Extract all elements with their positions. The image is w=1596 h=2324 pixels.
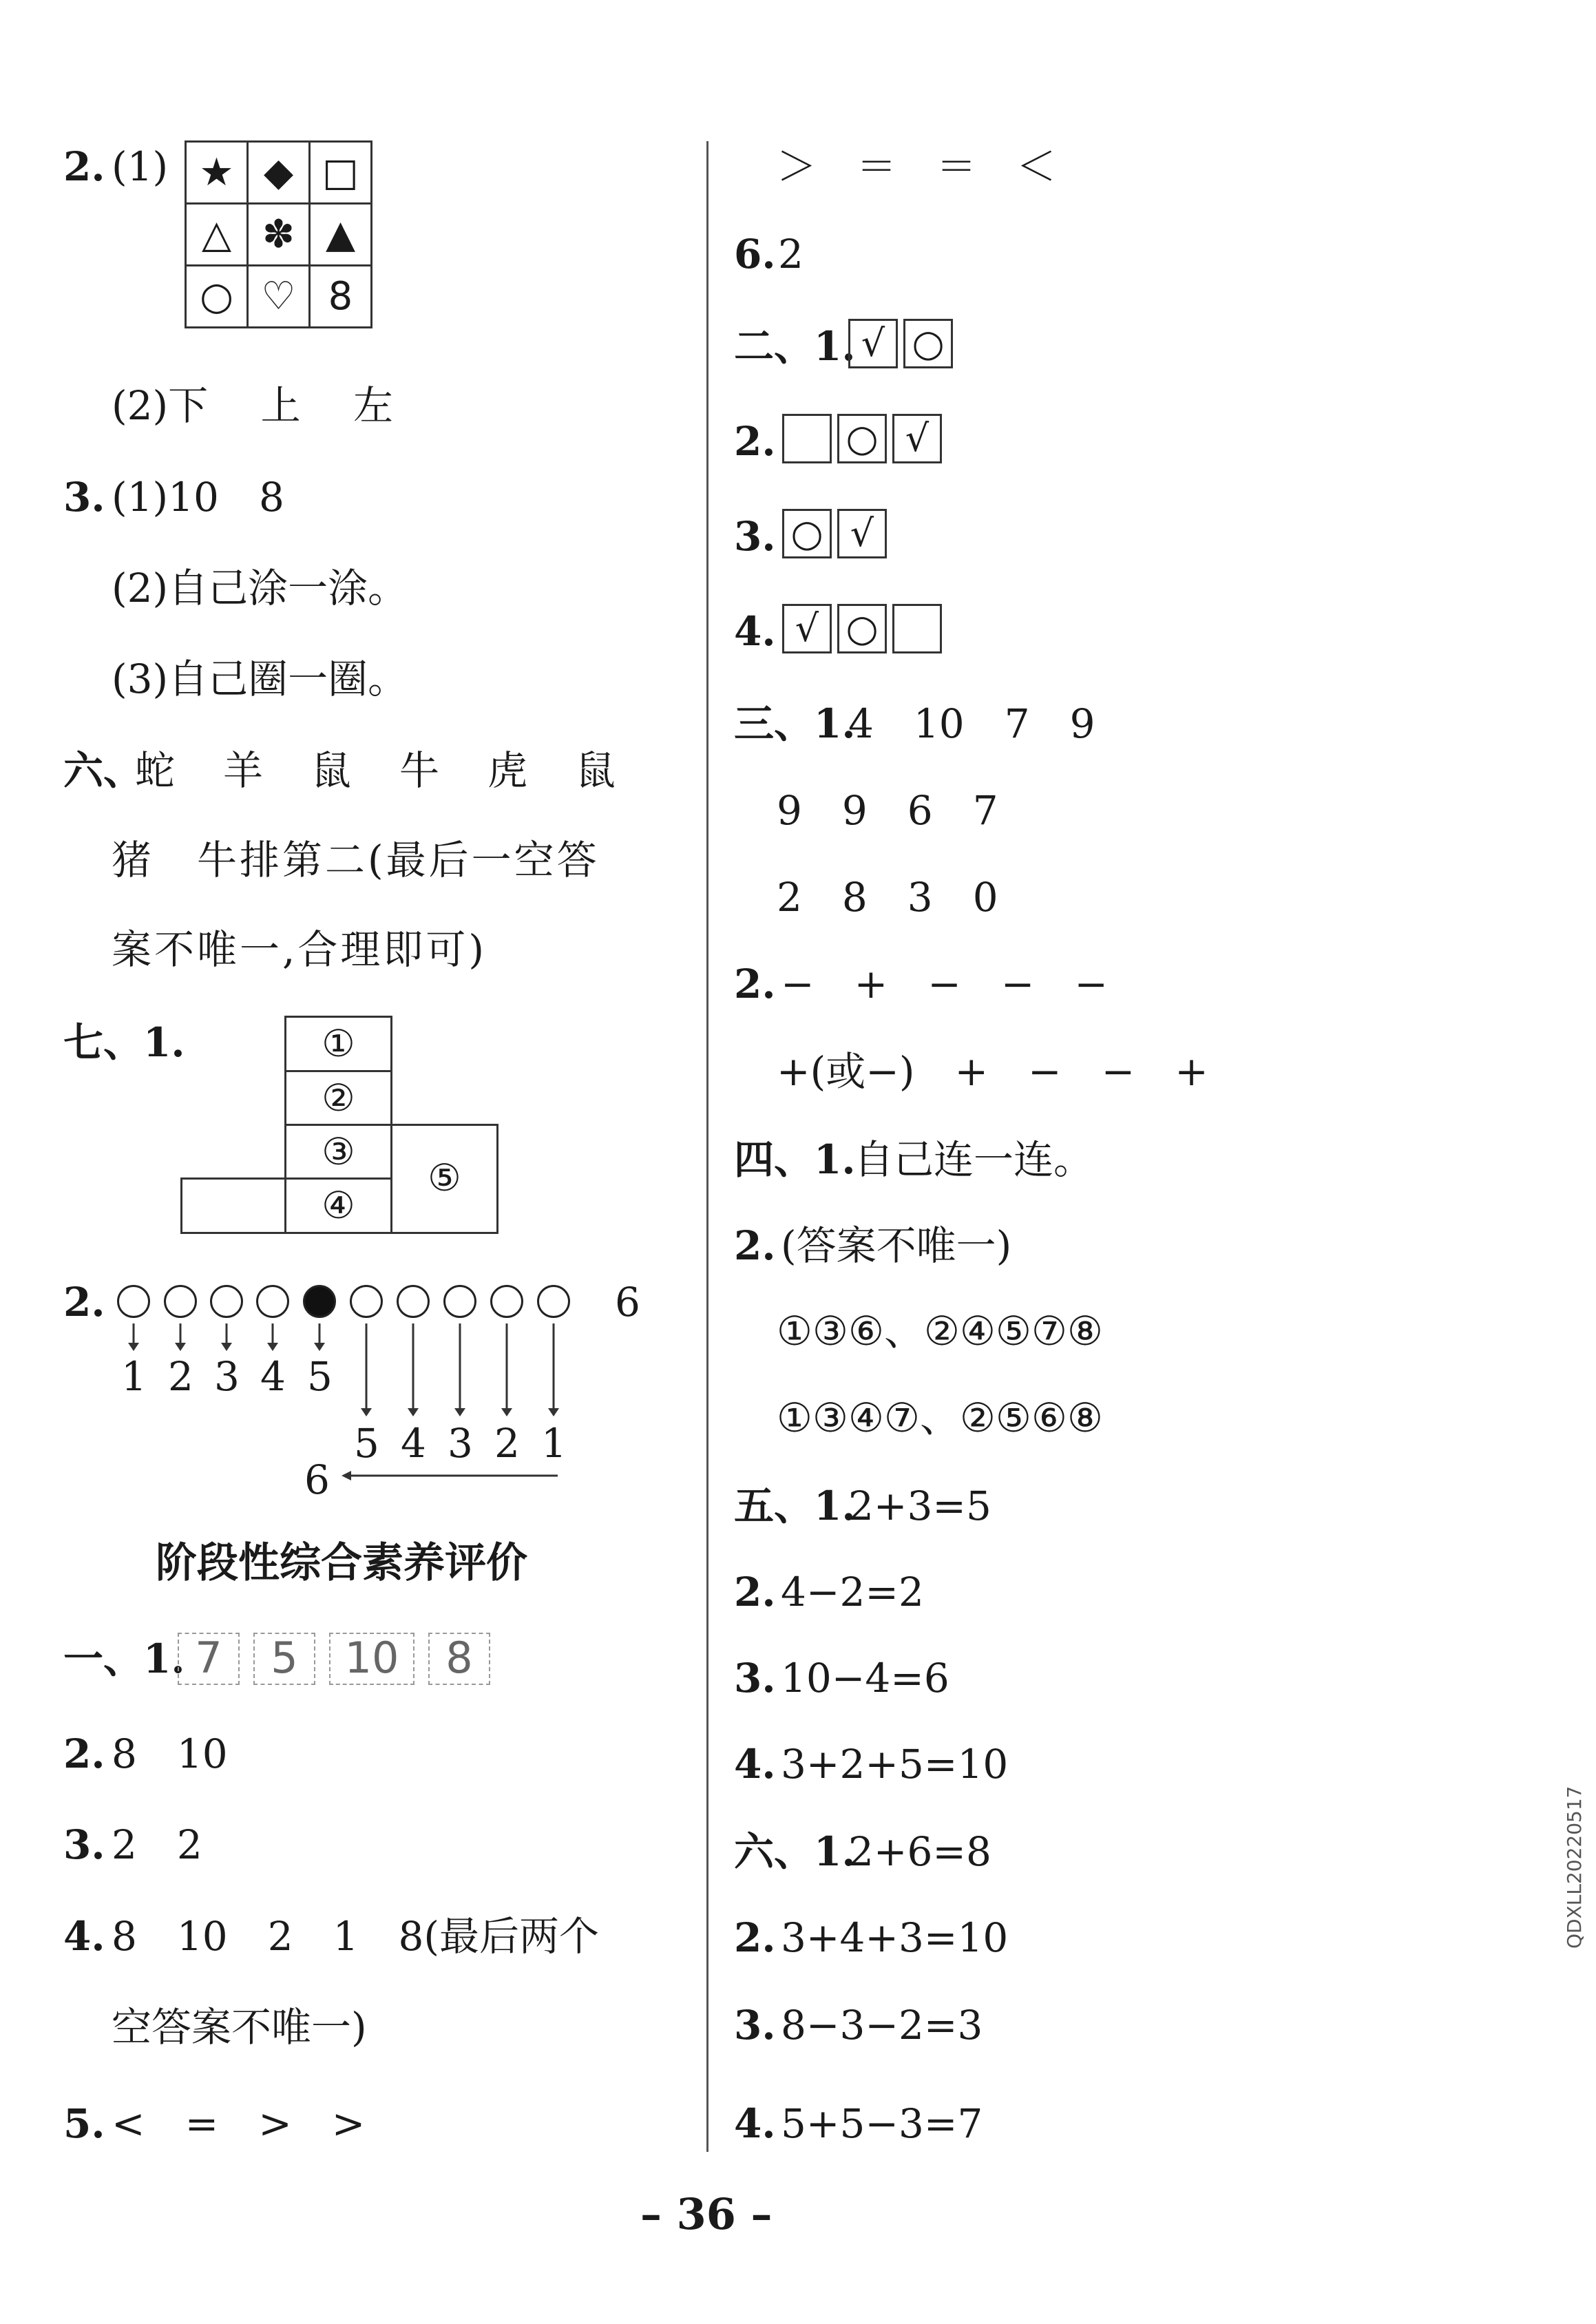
- answer-box: ○: [782, 509, 832, 558]
- page-number: – 36 –: [640, 2189, 773, 2239]
- traced-digit: 5: [253, 1633, 315, 1685]
- check-row-2: [782, 414, 947, 463]
- top-count-1: 1: [121, 1353, 147, 1400]
- answer-box: √: [837, 509, 887, 558]
- s4-q2-row2: ①③④⑦、②⑤⑥⑧: [777, 1394, 1103, 1441]
- net-cell-5: ⑤: [390, 1124, 498, 1234]
- e3-label: 3.: [63, 1821, 105, 1868]
- s4-q2-label: 2.: [734, 1222, 776, 1269]
- net-cell-3: ③: [284, 1124, 392, 1180]
- section-4-label: 四、1.: [734, 1136, 856, 1183]
- section-6-line1: 蛇 羊 鼠 牛 虎 鼠: [135, 747, 620, 794]
- s3-q2-row1: − + − − −: [781, 961, 1108, 1007]
- answer-box: ○: [837, 414, 887, 463]
- top-count-2: 2: [168, 1353, 193, 1400]
- r6-label: 6.: [734, 231, 776, 278]
- s3-q2-row2: +(或−) + − − +: [777, 1048, 1208, 1095]
- section-5-label: 五、1.: [734, 1483, 856, 1529]
- s5-q2-label: 2.: [734, 1569, 776, 1615]
- s5-q4-answer: 3+2+5=10: [781, 1741, 1009, 1788]
- bottom-count-1: 1: [541, 1420, 567, 1467]
- section-2-label: 二、1.: [734, 323, 856, 370]
- section-title: 阶段性综合素养评价: [156, 1539, 527, 1587]
- s6-q3-answer: 8−3−2=3: [781, 2002, 983, 2049]
- answer-box: ○: [837, 604, 887, 653]
- s7-q2-end-number: 6: [615, 1279, 640, 1326]
- s6-q2-answer: 3+4+3=10: [781, 1914, 1009, 1961]
- s5-q3-label: 3.: [734, 1655, 776, 1702]
- comparison-row: ＞ ＝ ＝ ＜: [777, 143, 1057, 190]
- s2-q2-label: 2.: [734, 418, 776, 465]
- bottom-count-5: 5: [354, 1420, 379, 1467]
- section-6-line2: 猪 牛排第二(最后一空答: [112, 837, 600, 883]
- e4-answer: 8 10 2 1 8(最后两个: [112, 1913, 600, 1960]
- answer-box: √: [782, 604, 832, 653]
- s3-row1: 4 10 7 9: [848, 700, 1095, 747]
- q2-sub2-answer: (2)下 上 左: [112, 382, 394, 429]
- check-row-3: [782, 509, 892, 558]
- answer-box: √: [848, 319, 898, 368]
- s6-q4-label: 4.: [734, 2100, 776, 2147]
- net-cell-1: ①: [284, 1016, 392, 1072]
- s4-q1-answer: 自己连一连。: [854, 1136, 1094, 1183]
- net-cell-4: ④: [284, 1177, 392, 1234]
- grid-cell: ♡: [248, 266, 310, 328]
- section-6-label: 六、: [63, 747, 144, 794]
- s6-q3-label: 3.: [734, 2002, 776, 2049]
- q3-sub3-answer: (3)自己圈一圈。: [112, 656, 408, 702]
- s6-q1-answer: 2+6=8: [848, 1828, 991, 1875]
- s3-row3: 2 8 3 0: [777, 874, 998, 921]
- check-row-4: [782, 604, 947, 653]
- e4-label: 4.: [63, 1913, 105, 1960]
- s5-q3-answer: 10−4=6: [781, 1655, 949, 1702]
- s6-q2-label: 2.: [734, 1914, 776, 1961]
- grid-cell: △: [186, 204, 248, 266]
- bottom-count-3: 3: [448, 1420, 473, 1467]
- s2-q3-label: 3.: [734, 513, 776, 560]
- bottom-count-4: 4: [401, 1420, 426, 1467]
- q2-label: 2.: [63, 143, 105, 190]
- grid-cell: ▲: [310, 204, 372, 266]
- e4-continuation: 空答案不唯一): [112, 2004, 367, 2051]
- e1-label: 一、1.: [63, 1635, 185, 1682]
- grid-cell: 8: [310, 266, 372, 328]
- section-6r-label: 六、1.: [734, 1828, 856, 1875]
- e2-answer: 8 10: [112, 1730, 228, 1777]
- side-code: QDXLL20220517: [1563, 1786, 1586, 1949]
- e2-label: 2.: [63, 1730, 105, 1777]
- answer-box: [892, 604, 942, 653]
- q3-label: 3.: [63, 474, 105, 521]
- grid-cell: ◆: [248, 142, 310, 204]
- s5-q2-answer: 4−2=2: [781, 1569, 924, 1615]
- answer-box: √: [892, 414, 942, 463]
- traced-digit: 7: [178, 1633, 240, 1685]
- grid-cell: □: [310, 142, 372, 204]
- section-7-label: 七、1.: [63, 1019, 185, 1066]
- e5-label: 5.: [63, 2100, 105, 2147]
- s3-row2: 9 9 6 7: [777, 787, 998, 834]
- net-cell-2: ②: [284, 1070, 392, 1126]
- s6-q4-answer: 5+5−3=7: [781, 2100, 983, 2147]
- grid-cell: ✽: [248, 204, 310, 266]
- traced-numbers: [178, 1633, 504, 1685]
- bottom-count-2: 2: [494, 1420, 520, 1467]
- s4-q2-row1: ①③⑥、②④⑤⑦⑧: [777, 1308, 1103, 1354]
- s3-q2-label: 2.: [734, 961, 776, 1007]
- s7-q2-label: 2.: [63, 1279, 105, 1326]
- r6-answer: 2: [778, 231, 804, 278]
- answer-box: [782, 414, 832, 463]
- arrow-label-6: 6: [304, 1456, 330, 1503]
- q3-sub2-answer: (2)自己涂一涂。: [112, 565, 408, 611]
- e3-answer: 2 2: [112, 1821, 202, 1868]
- s2-q4-label: 4.: [734, 608, 776, 655]
- s5-q4-label: 4.: [734, 1741, 776, 1788]
- column-divider: [706, 141, 708, 2152]
- traced-digit: 8: [428, 1633, 490, 1685]
- top-count-3: 3: [214, 1353, 240, 1400]
- grid-cell: ○: [186, 266, 248, 328]
- check-row-1: [848, 319, 958, 368]
- counting-arrows: [0, 0, 702, 1515]
- answer-box: ○: [903, 319, 953, 368]
- e5-answer: < = > >: [112, 2100, 366, 2147]
- traced-digit: 10: [329, 1633, 414, 1685]
- q3-sub1-answer: (1)10 8: [112, 474, 284, 521]
- s5-q1-answer: 2+3=5: [848, 1483, 991, 1529]
- section-3-label: 三、1.: [734, 700, 856, 747]
- section-6-line3: 案不唯一,合理即可): [112, 926, 487, 973]
- top-count-5: 5: [307, 1353, 333, 1400]
- grid-cell: ★: [186, 142, 248, 204]
- q2-sub1-label: (1): [112, 143, 169, 190]
- s4-q2-note: (答案不唯一): [781, 1222, 1012, 1269]
- top-count-4: 4: [260, 1353, 286, 1400]
